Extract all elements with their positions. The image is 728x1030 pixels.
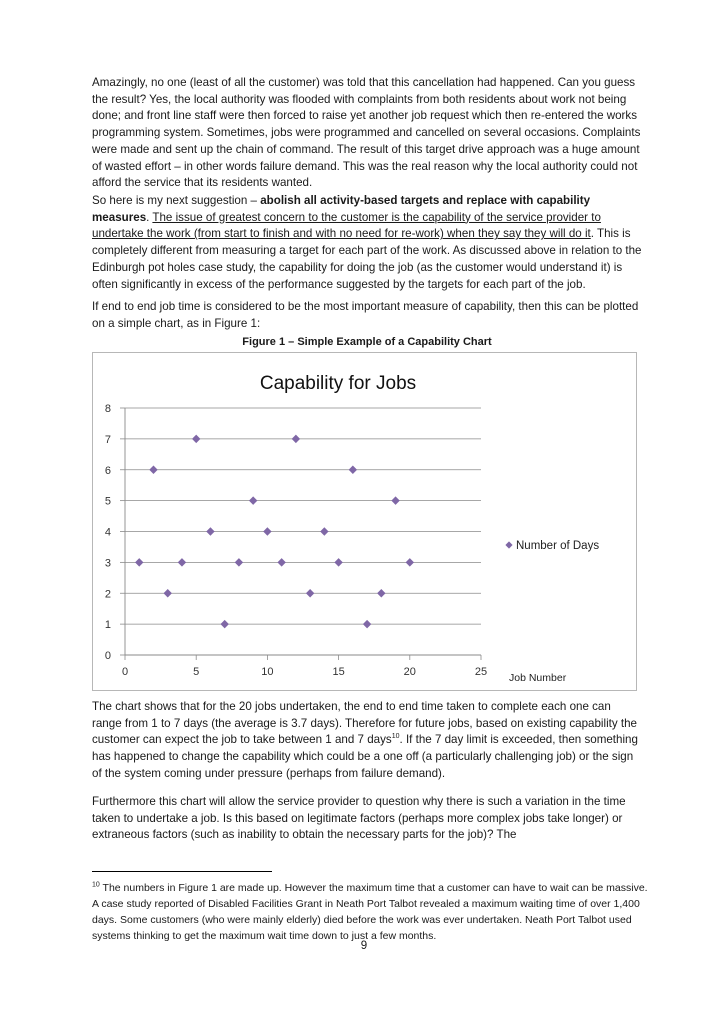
data-point: [391, 496, 399, 504]
footnote-number: 10: [92, 881, 100, 889]
paragraph-suggestion: [92, 193, 642, 293]
paragraph-text: If end to end job time is considered to be the most important measure of capability, then this can be plotted on a simple chart, as in Figure 1:: [92, 300, 639, 330]
footnote-reference: 10: [391, 733, 400, 741]
y-tick-label: 2: [104, 588, 111, 601]
x-tick-label: 0: [121, 666, 129, 678]
capability-chart: [92, 352, 637, 691]
chart-grid: [125, 408, 481, 624]
data-point: [220, 620, 228, 628]
paragraph-text: Furthermore this chart will allow the service provider to question why there is such a variation in the time taken to undertake a job. Is this based on legitimate factors (perhaps more complex jobs take longer) or extraneous factors (such as inability to obtain the necessary parts for the job)? The: [92, 795, 626, 842]
data-point: [363, 620, 371, 628]
y-tick-label: 0: [104, 650, 111, 662]
data-point: [206, 527, 214, 535]
chart-canvas: [93, 353, 638, 692]
y-tick-label: 5: [104, 495, 111, 508]
underlined-statement: The issue of greatest concern to the customer is the capability of the service provider to undertake the work (from start to finish and with no need for re-work) when they say they will do it: [92, 210, 601, 241]
paragraph-cancellation: [92, 75, 642, 192]
data-point: [377, 589, 385, 597]
x-tick-label: 5: [193, 666, 200, 678]
data-point: [164, 589, 172, 597]
chart-tick-labels: [105, 403, 487, 678]
y-tick-label: 6: [104, 464, 111, 477]
data-point: [263, 527, 271, 535]
data-point: [349, 466, 357, 474]
data-point: [192, 435, 200, 443]
data-point: [235, 558, 243, 566]
paragraph-text: .: [146, 210, 153, 224]
data-point: [149, 466, 157, 474]
data-point: [320, 527, 328, 535]
x-tick-label: 15: [332, 666, 345, 678]
paragraph-chart-explanation: [92, 699, 642, 783]
paragraph-text: So here is my next suggestion –: [92, 194, 261, 207]
y-tick-label: 3: [104, 557, 111, 570]
figure-caption: Figure 1 – Simple Example of a Capability Chart: [242, 336, 492, 348]
y-tick-label: 8: [104, 403, 111, 415]
y-tick-label: 4: [104, 526, 111, 539]
footnote-divider: [92, 871, 272, 872]
chart-axes: [120, 408, 481, 660]
x-axis-label: Job Number: [509, 672, 567, 684]
data-point: [306, 589, 314, 597]
paragraph-capability-intro: [92, 299, 642, 332]
data-point: [406, 558, 414, 566]
data-point: [178, 558, 186, 566]
paragraph-text: . This is completely different from measuring a target for each part of the work. As discussed above in relation to the Edinburgh pot holes case study, the capability for doing the job (as the customer would understand it) is often significantly in excess of the performance suggested by the targets for each part of the job.: [92, 227, 642, 291]
chart-title: Capability for Jobs: [259, 373, 417, 394]
data-point: [135, 558, 143, 566]
y-tick-label: 1: [104, 619, 111, 632]
y-tick-label: 7: [104, 433, 111, 446]
page-number: 9: [360, 940, 368, 952]
legend-label: Number of Days: [516, 540, 600, 552]
data-point: [292, 435, 300, 443]
bold-suggestion: abolish all activity-based targets and replace with capability measures: [92, 194, 591, 224]
data-point: [277, 558, 285, 566]
data-point: [334, 558, 342, 566]
x-tick-label: 25: [474, 666, 488, 678]
x-tick-label: 10: [261, 666, 274, 678]
data-point: [249, 496, 257, 504]
x-tick-label: 20: [403, 666, 416, 678]
paragraph-text: The chart shows that for the 20 jobs undertaken, the end to end time taken to complete each one can range from 1 to 7 days (the average is 3.7 days). Therefore for future jobs, based on existing capability the customer can expect the job to take between 1 and 7 days: [92, 700, 637, 747]
footnote-text: The numbers in Figure 1 are made up. However the maximum time that a customer can have to wait can be massive. A case study reported of Disabled Facilities Grant in Neath Port Talbot revealed a maximum waiting time of over 1,400 days. Some customers (who were mainly elderly) died before the work was ever undertaken. Neath Port Talbot used systems thinking to get the maximum wait time down to just a few months.: [92, 882, 648, 942]
chart-legend: [505, 540, 599, 552]
paragraph-text: Amazingly, no one (least of all the customer) was told that this cancellation had happened. Can you guess the result? Yes, the local authority was flooded with complaints from both residents about work not being done; and front line staff were then forced to raise yet another job request which then re-entered the works programming system. Sometimes, jobs were programmed and cancelled on several occasions. Complaints were made and sent up the chain of command. The result of this target drive approach was a huge amount of wasted effort – in other words failure demand. This was the real reason why the local authority could not afford the service that its residents wanted.: [92, 76, 641, 190]
paragraph-text: . If the 7 day limit is exceeded, then something has happened to change the capability which could be a one off (a particularly challenging job) or the sign of the system coming under pressure (perhaps from failure demand).: [92, 733, 638, 780]
legend-marker: [505, 541, 512, 548]
paragraph-variation: [92, 794, 642, 844]
footnote: [92, 880, 648, 944]
